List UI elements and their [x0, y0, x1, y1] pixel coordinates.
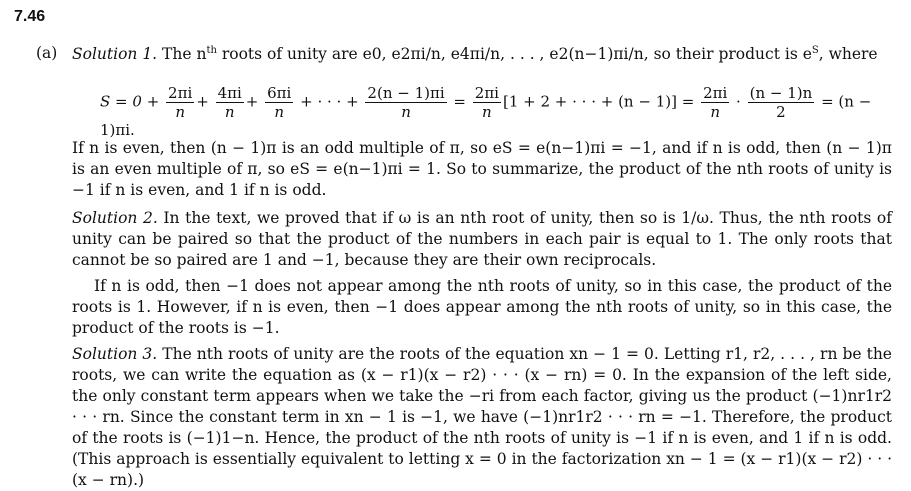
eq-dot: ·	[736, 92, 741, 111]
eq-bracket: [1 + 2 + · · · + (n − 1)] =	[502, 92, 695, 111]
solution1-intro-b: roots of unity are e	[216, 45, 372, 63]
solution1-intro-a: The n	[162, 45, 207, 63]
eq-lhs: S = 0 +	[100, 92, 160, 111]
eq-frac-2: $\frac{4\pi i}{n}$	[217, 84, 242, 121]
problem-number: 7.46	[14, 8, 46, 25]
eq-frac-1: $\frac{2\pi i}{n}$	[168, 84, 193, 121]
eq-frac-7: $\frac{(n - 1)n}{2}$	[749, 84, 813, 121]
solution2-paragraph2: If n is odd, then −1 does not appear among the nth roots of unity, so in this case, the product of the roots is 1. However, if n is even, then −1 does appear among the nth roots of unity, so in this case, the product of the roots is −1.	[72, 277, 892, 337]
solution1-intro-list: 0, e2πi/n, e4πi/n, . . . , e2(n−1)πi/n	[371, 45, 644, 63]
solution2-heading: Solution 2.	[72, 209, 158, 227]
display-equation: S = 0 + $\frac{2\pi i}{n}$ + $\frac{4\pi i}{n}$ + $\frac{6\pi i}{n}$ + · · · + $\frac{2(n - 1)\pi i}{n}$ = $\frac{2\pi i}{n}$ [1 + 2 + · · · + (n − 1)] = $\frac{2\pi i}{n}$ · $\frac{(n - 1)n}{2}$ = (n − 1)πi.	[100, 84, 872, 139]
solution3-paragraph	[72, 344, 892, 491]
eq-mid: + · · · +	[300, 92, 359, 111]
solution3-heading: Solution 3.	[72, 345, 158, 363]
solution2-para1-text: In the text, we proved that if ω is an nth root of unity, then so is 1/ω. Thus, the nth roots of unity can be paired so that the product of the numbers in each pair is equal to 1. The only roots that cannot be so paired are 1 and −1, because they are their own reciprocals.	[72, 209, 893, 269]
part-label: (a)	[36, 44, 58, 62]
solution3-para-text: The nth roots of unity are the roots of the equation xn − 1 = 0. Letting r1, r2, . . . , rn be the roots, we can write the equation as (x − r1)(x − r2) · · · (x − rn) = 0. In the expansion of the left side, the only constant term appears when we take the −ri from each factor, giving us the product (−1)nr1r2 · · · rn. Since the constant term in xn − 1 is −1, we have (−1)nr1r2 · · · rn = −1. Therefore, the product of the roots is (−1)1−n. Hence, the product of the nth roots of unity is −1 if n is even, and 1 if n is odd. (This approach is essentially equivalent to letting x = 0 in the factorization xn − 1 = (x − r1)(x − r2) · · · (x − rn).)	[72, 345, 892, 489]
solution1-intro-c: , so their product is e	[643, 45, 812, 63]
solution1-intro-d: , where	[818, 45, 878, 63]
eq-frac-4: $\frac{2(n - 1)\pi i}{n}$	[367, 84, 445, 121]
solution1-paragraph: If n is even, then (n − 1)π is an odd multiple of π, so eS = e(n−1)πi = −1, and if n is odd, then (n − 1)π is an even multiple of π, so eS = e(n−1)πi = 1. So to summarize, the product of the nth roots of unity is −1 if n is even, and 1 if n is odd.	[72, 139, 892, 199]
solution2-paragraph1	[72, 208, 892, 271]
eq-frac-6: $\frac{2\pi i}{n}$	[703, 84, 728, 121]
eq-frac-5: $\frac{2\pi i}{n}$	[474, 84, 499, 121]
eq-equals-1: =	[453, 92, 466, 111]
solution1-intro-sup2: S	[811, 44, 819, 56]
solution1-intro-sup: th	[206, 44, 217, 56]
eq-rhs: = (n − 1)πi.	[100, 92, 872, 139]
eq-frac-3: $\frac{6\pi i}{n}$	[267, 84, 292, 121]
solution1-heading: Solution 1.	[72, 45, 158, 63]
solution1-intro	[72, 44, 878, 64]
